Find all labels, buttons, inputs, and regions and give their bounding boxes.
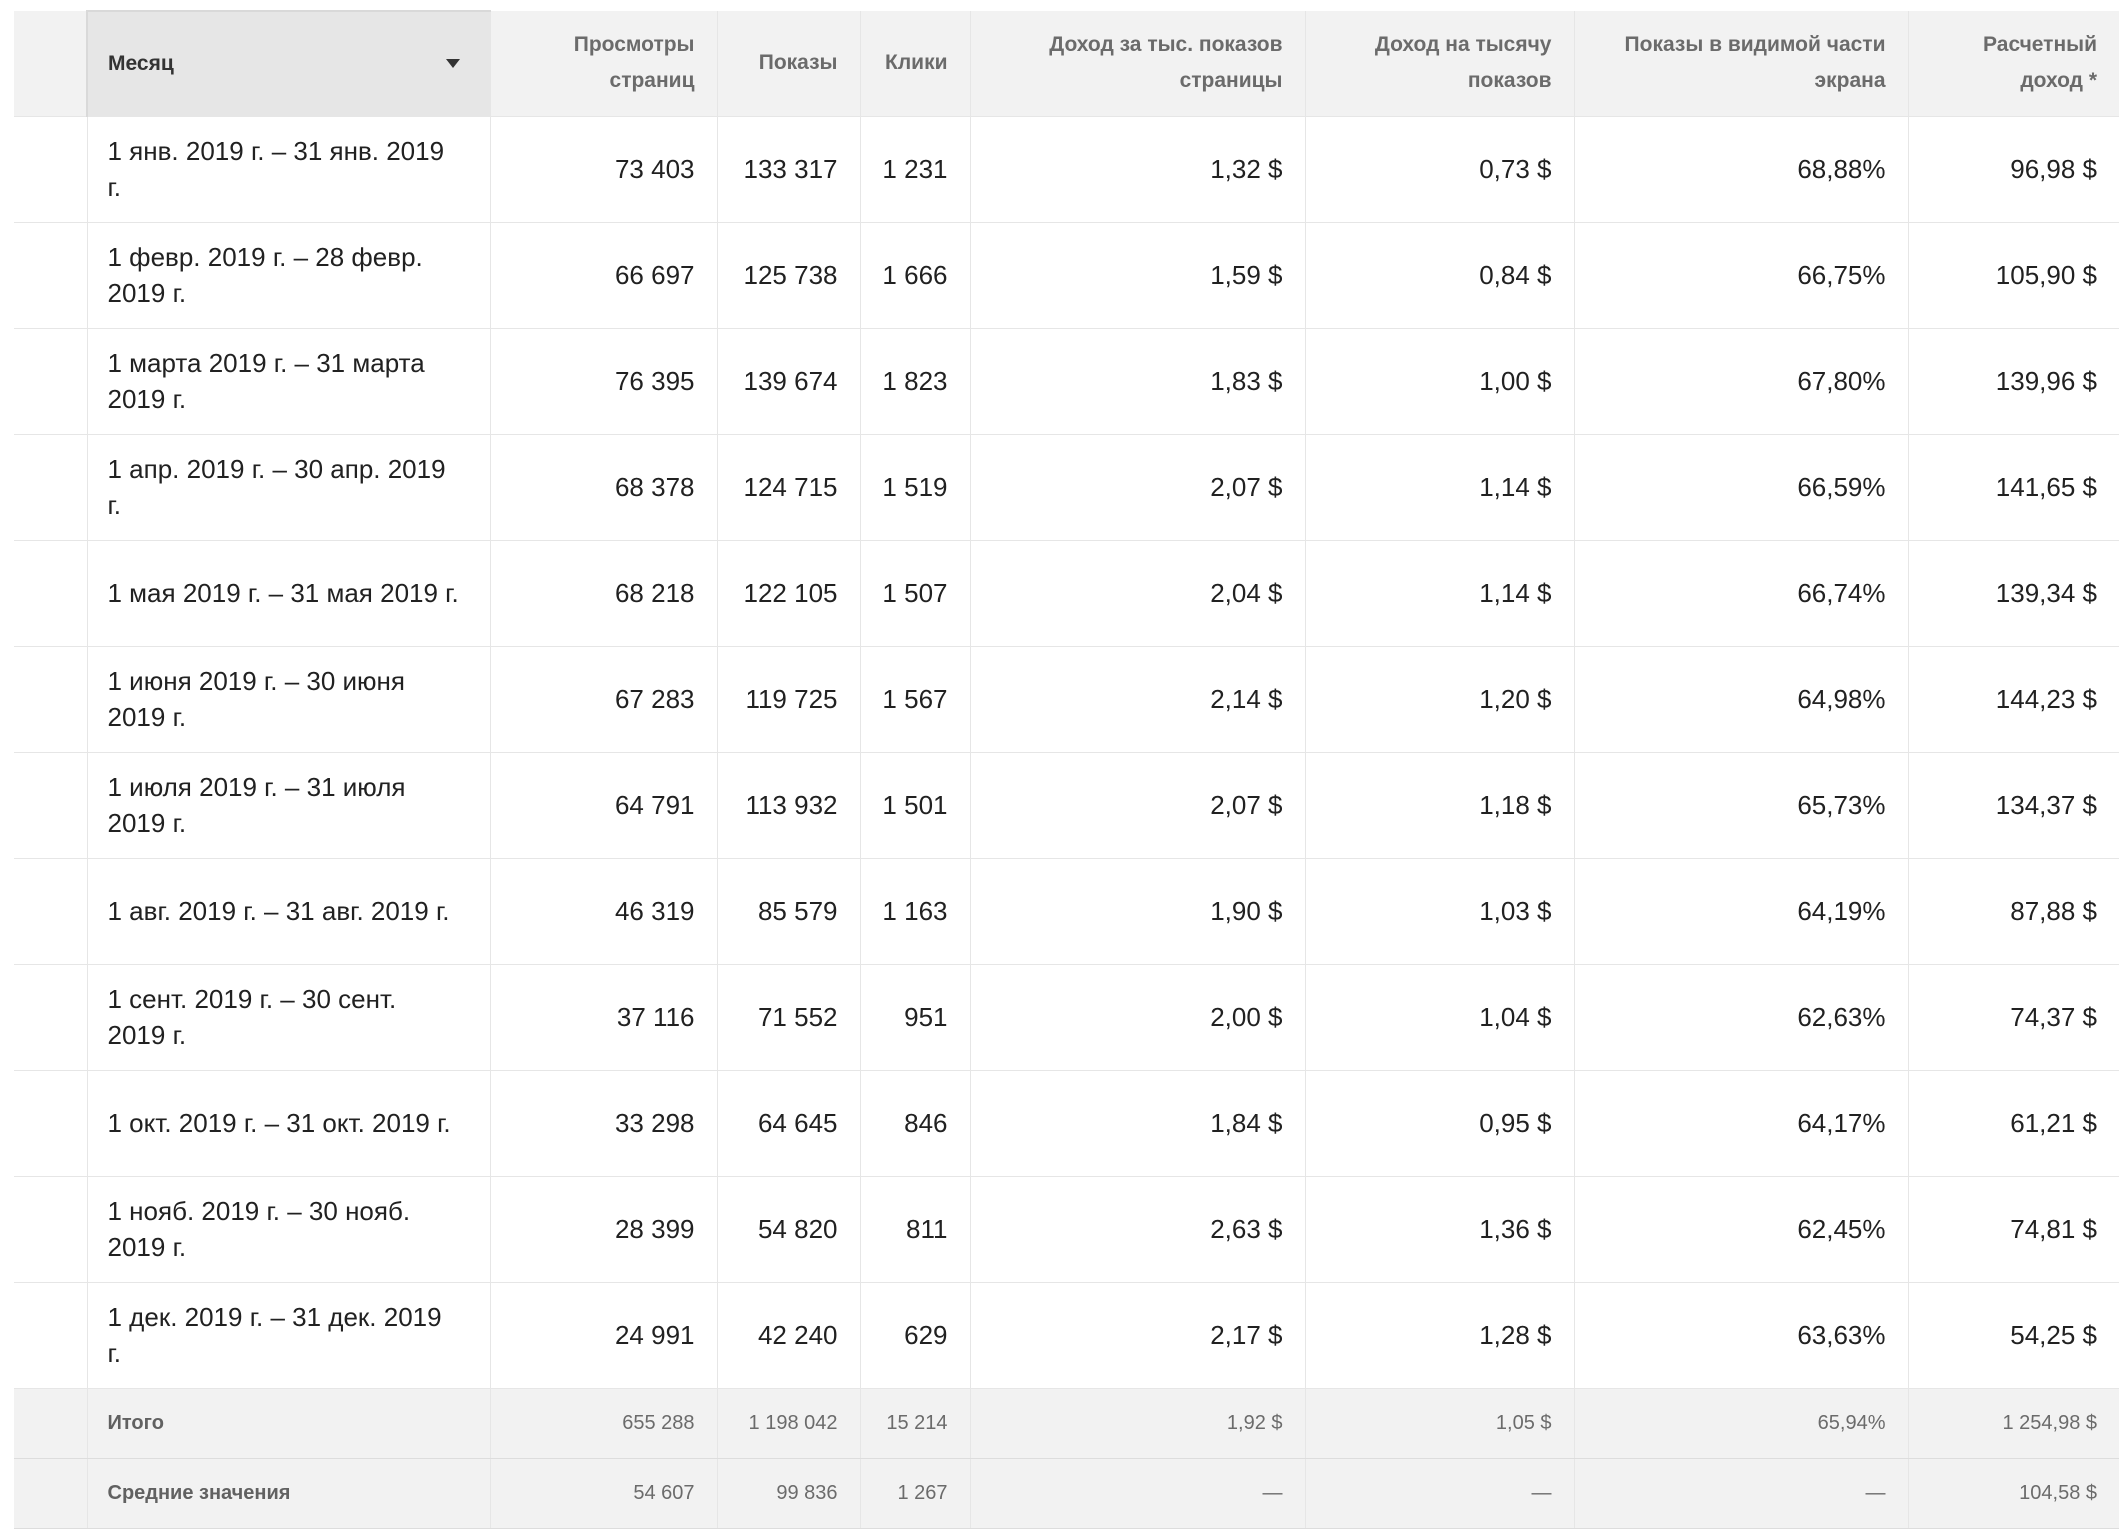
clicks-cell: 811 <box>860 1176 970 1282</box>
impressions-cell: 54 820 <box>717 1176 860 1282</box>
row-gutter <box>14 540 87 646</box>
estimated-earnings-cell: 141,65 $ <box>1908 434 2119 540</box>
impression-rpm-cell: 1,00 $ <box>1305 328 1574 434</box>
impression-rpm-cell: 1,14 $ <box>1305 434 1574 540</box>
pageviews-cell: 73 403 <box>490 116 717 222</box>
impressions-cell: 113 932 <box>717 752 860 858</box>
column-header-impression-rpm[interactable]: Доход на тысячу показов <box>1305 11 1574 116</box>
pageviews-cell: 66 697 <box>490 222 717 328</box>
impressions-cell: 124 715 <box>717 434 860 540</box>
monthly-report-table <box>14 10 2119 1529</box>
estimated-earnings-cell: 139,96 $ <box>1908 328 2119 434</box>
page-rpm-cell: 2,63 $ <box>970 1176 1305 1282</box>
viewability-cell: 64,19% <box>1574 858 1908 964</box>
viewability-cell: 67,80% <box>1574 328 1908 434</box>
pageviews-cell: 46 319 <box>490 858 717 964</box>
impression-rpm-cell: 0,95 $ <box>1305 1070 1574 1176</box>
table-row <box>14 434 2119 540</box>
table-row <box>14 540 2119 646</box>
table-body <box>14 116 2119 1388</box>
impressions-cell: 64 645 <box>717 1070 860 1176</box>
impressions-cell: 85 579 <box>717 858 860 964</box>
averages-pageviews: 54 607 <box>490 1458 717 1528</box>
viewability-cell: 65,73% <box>1574 752 1908 858</box>
averages-impression-rpm: — <box>1305 1458 1574 1528</box>
pageviews-cell: 28 399 <box>490 1176 717 1282</box>
row-gutter <box>14 1282 87 1388</box>
averages-viewability: — <box>1574 1458 1908 1528</box>
column-header-viewability[interactable]: Показы в видимой части экрана <box>1574 11 1908 116</box>
averages-gutter <box>14 1458 87 1528</box>
page-rpm-cell: 2,07 $ <box>970 434 1305 540</box>
pageviews-cell: 37 116 <box>490 964 717 1070</box>
page-rpm-cell: 2,00 $ <box>970 964 1305 1070</box>
averages-label: Средние значения <box>87 1458 490 1528</box>
table-row <box>14 858 2119 964</box>
estimated-earnings-cell: 87,88 $ <box>1908 858 2119 964</box>
totals-viewability: 65,94% <box>1574 1388 1908 1458</box>
page-rpm-cell: 1,83 $ <box>970 328 1305 434</box>
estimated-earnings-cell: 134,37 $ <box>1908 752 2119 858</box>
month-cell: 1 нояб. 2019 г. – 30 нояб. 2019 г. <box>87 1176 490 1282</box>
estimated-earnings-cell: 105,90 $ <box>1908 222 2119 328</box>
estimated-earnings-cell: 74,81 $ <box>1908 1176 2119 1282</box>
impressions-cell: 122 105 <box>717 540 860 646</box>
table-row <box>14 222 2119 328</box>
column-header-page-rpm[interactable]: Доход за тыс. показов страницы <box>970 11 1305 116</box>
averages-page-rpm: — <box>970 1458 1305 1528</box>
table-footer <box>14 1388 2119 1528</box>
month-cell: 1 июля 2019 г. – 31 июля 2019 г. <box>87 752 490 858</box>
row-gutter <box>14 222 87 328</box>
month-cell: 1 сент. 2019 г. – 30 сент. 2019 г. <box>87 964 490 1070</box>
pageviews-cell: 67 283 <box>490 646 717 752</box>
impressions-cell: 125 738 <box>717 222 860 328</box>
estimated-earnings-cell: 74,37 $ <box>1908 964 2119 1070</box>
impression-rpm-cell: 1,28 $ <box>1305 1282 1574 1388</box>
estimated-earnings-cell: 61,21 $ <box>1908 1070 2119 1176</box>
impressions-cell: 42 240 <box>717 1282 860 1388</box>
impression-rpm-cell: 1,18 $ <box>1305 752 1574 858</box>
averages-impressions: 99 836 <box>717 1458 860 1528</box>
table-row <box>14 646 2119 752</box>
month-cell: 1 апр. 2019 г. – 30 апр. 2019 г. <box>87 434 490 540</box>
table-row <box>14 1282 2119 1388</box>
clicks-cell: 951 <box>860 964 970 1070</box>
page-rpm-cell: 1,32 $ <box>970 116 1305 222</box>
table-header <box>14 11 2119 116</box>
column-header-clicks[interactable]: Клики <box>860 11 970 116</box>
averages-estimated-earnings: 104,58 $ <box>1908 1458 2119 1528</box>
totals-gutter <box>14 1388 87 1458</box>
totals-impressions: 1 198 042 <box>717 1388 860 1458</box>
row-gutter <box>14 858 87 964</box>
totals-row <box>14 1388 2119 1458</box>
table-row <box>14 1070 2119 1176</box>
page-rpm-cell: 2,04 $ <box>970 540 1305 646</box>
impression-rpm-cell: 0,84 $ <box>1305 222 1574 328</box>
viewability-cell: 62,63% <box>1574 964 1908 1070</box>
table-row <box>14 116 2119 222</box>
viewability-cell: 66,59% <box>1574 434 1908 540</box>
impression-rpm-cell: 1,36 $ <box>1305 1176 1574 1282</box>
page-rpm-cell: 1,84 $ <box>970 1070 1305 1176</box>
column-header-impressions[interactable]: Показы <box>717 11 860 116</box>
clicks-cell: 1 501 <box>860 752 970 858</box>
pageviews-cell: 68 378 <box>490 434 717 540</box>
impression-rpm-cell: 1,03 $ <box>1305 858 1574 964</box>
viewability-cell: 63,63% <box>1574 1282 1908 1388</box>
impressions-cell: 71 552 <box>717 964 860 1070</box>
page-rpm-cell: 1,90 $ <box>970 858 1305 964</box>
column-header-estimated-earnings[interactable]: Расчетный доход * <box>1908 11 2119 116</box>
header-gutter <box>14 11 87 116</box>
estimated-earnings-cell: 54,25 $ <box>1908 1282 2119 1388</box>
impression-rpm-cell: 1,14 $ <box>1305 540 1574 646</box>
pageviews-cell: 33 298 <box>490 1070 717 1176</box>
clicks-cell: 1 163 <box>860 858 970 964</box>
month-cell: 1 дек. 2019 г. – 31 дек. 2019 г. <box>87 1282 490 1388</box>
month-cell: 1 июня 2019 г. – 30 июня 2019 г. <box>87 646 490 752</box>
page-rpm-cell: 2,07 $ <box>970 752 1305 858</box>
clicks-cell: 1 666 <box>860 222 970 328</box>
estimated-earnings-cell: 144,23 $ <box>1908 646 2119 752</box>
table-row <box>14 752 2119 858</box>
pageviews-cell: 24 991 <box>490 1282 717 1388</box>
clicks-cell: 1 823 <box>860 328 970 434</box>
totals-label: Итого <box>87 1388 490 1458</box>
clicks-cell: 846 <box>860 1070 970 1176</box>
clicks-cell: 629 <box>860 1282 970 1388</box>
impression-rpm-cell: 1,04 $ <box>1305 964 1574 1070</box>
column-header-pageviews[interactable]: Просмотры страниц <box>490 11 717 116</box>
row-gutter <box>14 328 87 434</box>
row-gutter <box>14 1070 87 1176</box>
row-gutter <box>14 116 87 222</box>
month-cell: 1 окт. 2019 г. – 31 окт. 2019 г. <box>87 1070 490 1176</box>
averages-row <box>14 1458 2119 1528</box>
column-header-month-label: Месяц <box>108 51 174 75</box>
totals-estimated-earnings: 1 254,98 $ <box>1908 1388 2119 1458</box>
page-rpm-cell: 2,14 $ <box>970 646 1305 752</box>
clicks-cell: 1 507 <box>860 540 970 646</box>
totals-page-rpm: 1,92 $ <box>970 1388 1305 1458</box>
month-cell: 1 марта 2019 г. – 31 марта 2019 г. <box>87 328 490 434</box>
month-cell: 1 авг. 2019 г. – 31 авг. 2019 г. <box>87 858 490 964</box>
page-rpm-cell: 1,59 $ <box>970 222 1305 328</box>
estimated-earnings-cell: 139,34 $ <box>1908 540 2119 646</box>
month-cell: 1 мая 2019 г. – 31 мая 2019 г. <box>87 540 490 646</box>
viewability-cell: 64,17% <box>1574 1070 1908 1176</box>
totals-impression-rpm: 1,05 $ <box>1305 1388 1574 1458</box>
impressions-cell: 133 317 <box>717 116 860 222</box>
impressions-cell: 119 725 <box>717 646 860 752</box>
viewability-cell: 66,75% <box>1574 222 1908 328</box>
viewability-cell: 64,98% <box>1574 646 1908 752</box>
totals-clicks: 15 214 <box>860 1388 970 1458</box>
table-row <box>14 328 2119 434</box>
viewability-cell: 66,74% <box>1574 540 1908 646</box>
row-gutter <box>14 646 87 752</box>
clicks-cell: 1 519 <box>860 434 970 540</box>
row-gutter <box>14 434 87 540</box>
viewability-cell: 68,88% <box>1574 116 1908 222</box>
row-gutter <box>14 964 87 1070</box>
impression-rpm-cell: 0,73 $ <box>1305 116 1574 222</box>
totals-pageviews: 655 288 <box>490 1388 717 1458</box>
impressions-cell: 139 674 <box>717 328 860 434</box>
pageviews-cell: 76 395 <box>490 328 717 434</box>
pageviews-cell: 64 791 <box>490 752 717 858</box>
month-cell: 1 янв. 2019 г. – 31 янв. 2019 г. <box>87 116 490 222</box>
row-gutter <box>14 1176 87 1282</box>
estimated-earnings-cell: 96,98 $ <box>1908 116 2119 222</box>
table-row <box>14 1176 2119 1282</box>
row-gutter <box>14 752 87 858</box>
column-header-month[interactable] <box>87 11 490 116</box>
pageviews-cell: 68 218 <box>490 540 717 646</box>
averages-clicks: 1 267 <box>860 1458 970 1528</box>
clicks-cell: 1 567 <box>860 646 970 752</box>
triangle-down-icon[interactable] <box>446 59 460 68</box>
clicks-cell: 1 231 <box>860 116 970 222</box>
table-row <box>14 964 2119 1070</box>
impression-rpm-cell: 1,20 $ <box>1305 646 1574 752</box>
page-rpm-cell: 2,17 $ <box>970 1282 1305 1388</box>
viewability-cell: 62,45% <box>1574 1176 1908 1282</box>
month-cell: 1 февр. 2019 г. – 28 февр. 2019 г. <box>87 222 490 328</box>
